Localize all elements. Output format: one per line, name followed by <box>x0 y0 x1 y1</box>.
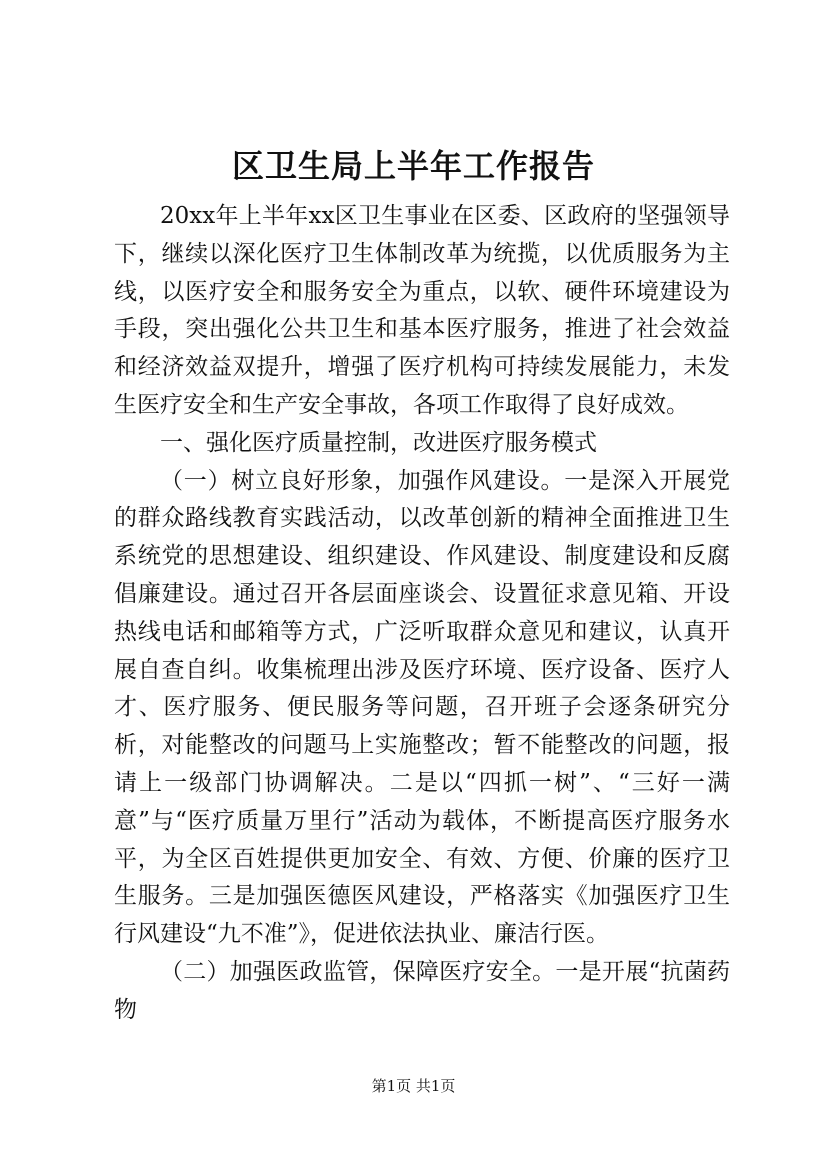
document-body <box>114 198 730 1030</box>
section-heading: 一、强化医疗质量控制，改进医疗服务模式 <box>160 429 597 456</box>
document-title: 区卫生局上半年工作报告 <box>231 147 595 185</box>
section-paragraph-2: （二）加强医政监管，保障医疗安全。一是开展“抗菌药物 <box>114 958 730 1023</box>
intro-paragraph: 20xx年上半年xx区卫生事业在区委、区政府的坚强领导下，继续以深化医疗卫生体制改革为统揽，以优质服务为主线，以医疗安全和服务安全为重点，以软、硬件环境建设为手段，突出强化公共卫生和基本医疗服务，推进了社会效益和经济效益双提升，增强了医疗机构可持续发展能力，未发生医疗安全和生产安全事故，各项工作取得了良好成效。 <box>114 203 730 418</box>
section-paragraph-1: （一）树立良好形象，加强作风建设。一是深入开展党的群众路线教育实践活动，以改革创新的精神全面推进卫生系统党的思想建设、组织建设、作风建设、制度建设和反腐倡廉建设。通过召开各层面座谈会、设置征求意见箱、开设热线电话和邮箱等方式，广泛听取群众意见和建议，认真开展自查自纠。收集梳理出涉及医疗环境、医疗设备、医疗人才、医疗服务、便民服务等问题，召开班子会逐条研究分析，对能整改的问题马上实施整改；暂不能整改的问题，报请上一级部门协调解决。二是以“四抓一树”、“三好一满意”与“医疗质量万里行”活动为载体，不断提高医疗服务水平，为全区百姓提供更加安全、有效、方便、价廉的医疗卫生服务。三是加强医德医风建设，严格落实《加强医疗卫生行风建设“九不准”》，促进依法执业、廉洁行医。 <box>114 467 730 948</box>
page-footer: 第1页 共1页 <box>371 1077 456 1095</box>
